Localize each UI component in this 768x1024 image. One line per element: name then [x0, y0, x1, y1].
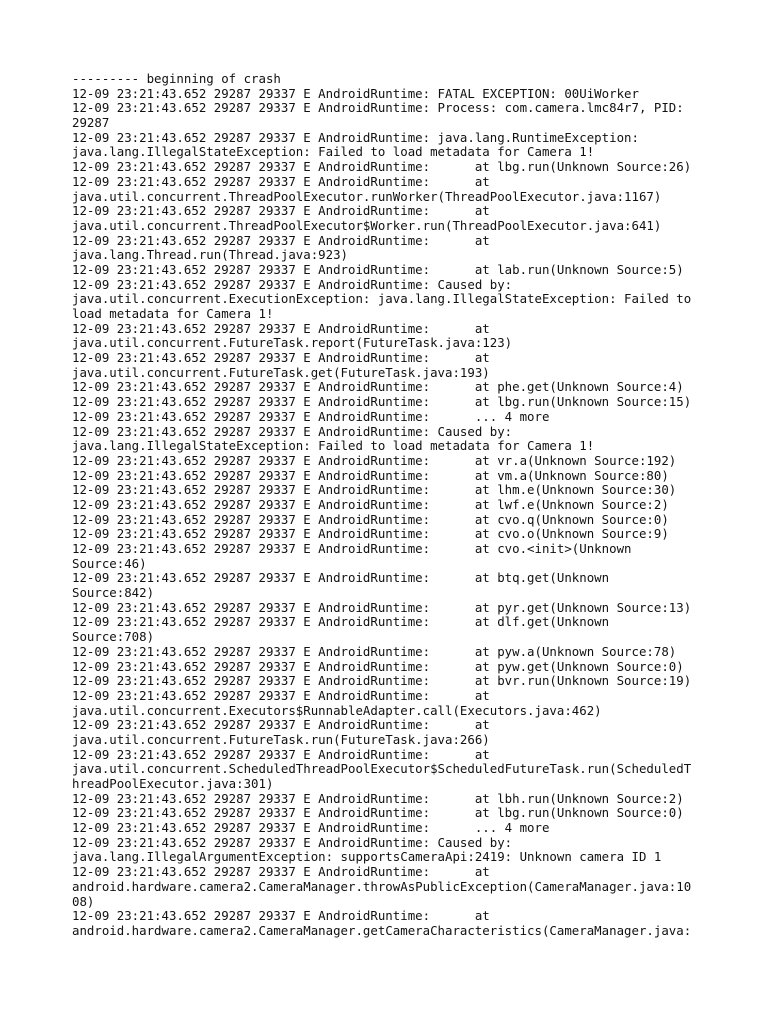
- log-line: 12-09 23:21:43.652 29287 29337 E AndroidRuntime: at: [72, 687, 490, 703]
- log-line: 12-09 23:21:43.652 29287 29337 E AndroidRuntime: Process: com.camera.lmc84r7, PID:: [72, 100, 684, 116]
- log-line: 12-09 23:21:43.652 29287 29337 E AndroidRuntime: at: [72, 908, 490, 924]
- log-line: load metadata for Camera 1!: [72, 306, 274, 321]
- log-line: 12-09 23:21:43.652 29287 29337 E AndroidRuntime: Caused by:: [72, 834, 513, 850]
- log-line: 12-09 23:21:43.652 29287 29337 E AndroidRuntime: FATAL EXCEPTION: 00UiWorker: [72, 85, 639, 101]
- log-line: 12-09 23:21:43.652 29287 29337 E AndroidRuntime: at lwf.e(Unknown Source:2): [72, 496, 669, 512]
- log-line: --------- beginning of crash: [72, 71, 281, 86]
- log-line: hreadPoolExecutor.java:301): [72, 776, 274, 791]
- log-line: 12-09 23:21:43.652 29287 29337 E AndroidRuntime: at lhm.e(Unknown Source:30): [72, 482, 677, 498]
- log-line: java.util.concurrent.ThreadPoolExecutor.runWorker(ThreadPoolExecutor.java:1167): [72, 188, 662, 204]
- log-line: 12-09 23:21:43.652 29287 29337 E AndroidRuntime: at: [72, 320, 490, 336]
- log-line: Source:46): [72, 555, 147, 571]
- log-line: java.util.concurrent.FutureTask.run(FutureTask.java:266): [72, 731, 490, 747]
- log-line: 12-09 23:21:43.652 29287 29337 E AndroidRuntime: at vr.a(Unknown Source:192): [72, 452, 677, 468]
- log-line: 29287: [72, 115, 110, 131]
- log-line: android.hardware.camera2.CameraManager.getCameraCharacteristics(CameraManager.java:: [72, 922, 692, 938]
- log-line: 12-09 23:21:43.652 29287 29337 E AndroidRuntime: Caused by:: [72, 423, 513, 439]
- log-line: 12-09 23:21:43.652 29287 29337 E AndroidRuntime: at lbg.run(Unknown Source:26): [72, 159, 692, 175]
- log-line: 12-09 23:21:43.652 29287 29337 E AndroidRuntime: java.lang.RuntimeException:: [72, 129, 639, 145]
- log-line: 12-09 23:21:43.652 29287 29337 E AndroidRuntime: at pyw.a(Unknown Source:78): [72, 643, 677, 659]
- log-line: 12-09 23:21:43.652 29287 29337 E AndroidRuntime: at: [72, 173, 490, 189]
- log-line: 12-09 23:21:43.652 29287 29337 E AndroidRuntime: at: [72, 864, 490, 880]
- log-line: 12-09 23:21:43.652 29287 29337 E AndroidRuntime: ... 4 more: [72, 408, 550, 424]
- log-line: java.lang.Thread.run(Thread.java:923): [72, 247, 349, 263]
- log-line: 08): [72, 893, 95, 909]
- log-line: Source:708): [72, 629, 155, 645]
- log-line: 12-09 23:21:43.652 29287 29337 E AndroidRuntime: at bvr.run(Unknown Source:19): [72, 673, 692, 689]
- log-line: 12-09 23:21:43.652 29287 29337 E AndroidRuntime: ... 4 more: [72, 820, 550, 836]
- log-line: 12-09 23:21:43.652 29287 29337 E AndroidRuntime: at vm.a(Unknown Source:80): [72, 467, 669, 483]
- log-line: android.hardware.camera2.CameraManager.throwAsPublicException(CameraManager.java:10: [72, 878, 692, 894]
- log-line: 12-09 23:21:43.652 29287 29337 E AndroidRuntime: at cvo.q(Unknown Source:0): [72, 511, 669, 527]
- log-line: java.util.concurrent.ScheduledThreadPoolExecutor$ScheduledFutureTask.run(ScheduledT: [72, 761, 692, 777]
- log-line: java.util.concurrent.ThreadPoolExecutor$Worker.run(ThreadPoolExecutor.java:641): [72, 217, 662, 233]
- log-line: 12-09 23:21:43.652 29287 29337 E AndroidRuntime: at: [72, 203, 490, 219]
- log-line: 12-09 23:21:43.652 29287 29337 E AndroidRuntime: at lbh.run(Unknown Source:2): [72, 790, 684, 806]
- log-line: 12-09 23:21:43.652 29287 29337 E AndroidRuntime: Caused by:: [72, 276, 513, 292]
- log-line: 12-09 23:21:43.652 29287 29337 E AndroidRuntime: at pyw.get(Unknown Source:0): [72, 658, 684, 674]
- log-line: Source:842): [72, 585, 155, 601]
- log-line: 12-09 23:21:43.652 29287 29337 E AndroidRuntime: at: [72, 232, 490, 248]
- log-line: 12-09 23:21:43.652 29287 29337 E AndroidRuntime: at cvo.o(Unknown Source:9): [72, 526, 669, 542]
- log-line: 12-09 23:21:43.652 29287 29337 E AndroidRuntime: at lbg.run(Unknown Source:0): [72, 805, 684, 821]
- log-line: 12-09 23:21:43.652 29287 29337 E AndroidRuntime: at lab.run(Unknown Source:5): [72, 261, 684, 277]
- log-line: 12-09 23:21:43.652 29287 29337 E AndroidRuntime: at: [72, 350, 490, 366]
- log-line: 12-09 23:21:43.652 29287 29337 E AndroidRuntime: at lbg.run(Unknown Source:15): [72, 394, 692, 410]
- log-line: 12-09 23:21:43.652 29287 29337 E AndroidRuntime: at: [72, 717, 490, 733]
- log-line: java.util.concurrent.Executors$RunnableAdapter.call(Executors.java:462): [72, 702, 602, 718]
- log-line: java.util.concurrent.FutureTask.report(FutureTask.java:123): [72, 335, 513, 351]
- log-line: java.lang.IllegalArgumentException: supportsCameraApi:2419: Unknown camera ID 1: [72, 849, 662, 865]
- log-line: 12-09 23:21:43.652 29287 29337 E AndroidRuntime: at btq.get(Unknown: [72, 570, 610, 586]
- log-line: 12-09 23:21:43.652 29287 29337 E AndroidRuntime: at phe.get(Unknown Source:4): [72, 379, 684, 395]
- log-line: 12-09 23:21:43.652 29287 29337 E AndroidRuntime: at dlf.get(Unknown: [72, 614, 610, 630]
- log-line: 12-09 23:21:43.652 29287 29337 E AndroidRuntime: at cvo.<init>(Unknown: [72, 541, 632, 556]
- crash-log-text: [72, 72, 702, 939]
- log-line: java.lang.IllegalStateException: Failed to load metadata for Camera 1!: [72, 144, 595, 160]
- log-line: java.util.concurrent.ExecutionException: java.lang.IllegalStateException: Failed to: [72, 291, 692, 307]
- log-line: java.util.concurrent.FutureTask.get(FutureTask.java:193): [72, 364, 490, 380]
- log-line: 12-09 23:21:43.652 29287 29337 E AndroidRuntime: at pyr.get(Unknown Source:13): [72, 599, 692, 615]
- log-line: 12-09 23:21:43.652 29287 29337 E AndroidRuntime: at: [72, 746, 490, 762]
- log-line: java.lang.IllegalStateException: Failed to load metadata for Camera 1!: [72, 438, 595, 454]
